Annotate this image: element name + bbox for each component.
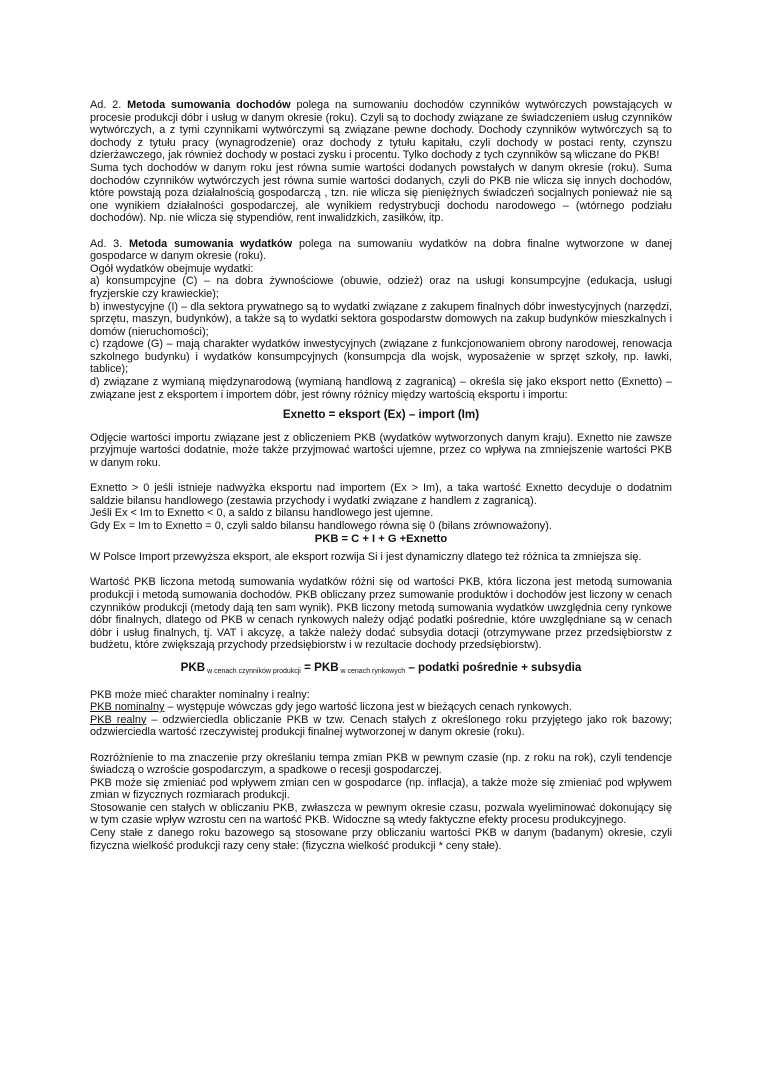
exnetto-line-3: Gdy Ex = Im to Exnetto = 0, czyli saldo bilansu handlowego równa się 0 (bilans zrównoważony). (90, 520, 552, 532)
final-paragraph-4: Ceny stałe z danego roku bazowego są stosowane przy obliczaniu wartości PKB w danym (badanym) okresie, czyli fizyczna wielkość produkcji razy ceny stałe: (fizyczna wielkość produkcji * ceny stałe). (90, 827, 672, 852)
final-paragraph-3: Stosowanie cen stałych w obliczaniu PKB, zwłaszcza w pewnym okresie czasu, pozwala wyeliminować dokonujący się w tym czasie wpływ wzrostu cen na wartość PKB. Widoczne są wtedy faktyczne efekty procesu produkcyjnego. (90, 801, 672, 827)
ad3-paragraph (90, 238, 672, 263)
ad2-prefix: Ad. 2. (90, 99, 128, 111)
exnetto-line-2: Jeśli Ex < Im to Exnetto < 0, a saldo z bilansu handlowego jest ujemne. (90, 507, 434, 520)
ad2-paragraph (90, 99, 672, 162)
import-paragraph: Odjęcie wartości importu związane jest z obliczeniem PKB (wydatków wytworzonych danym kraju). Exnetto nie zawsze przyjmuje wartości dodatnie, może także przyjmować wartości ujemne, przez co wpływa na zmniejszenie wartości PKB w danym roku. (90, 431, 672, 470)
ad2-text: polega na sumowaniu dochodów czynników wytwórczych powstających w procesie produkcji dóbr i usług w danym okresie (roku). Czyli są to dochody związane ze świadczeniem usług czynników wytwórczych, a z tymi czynnikami wytwórczymi są związane pewne dochody. Dochody czynników wytwórczych są to dochody z tytułu pracy (wynagrodzenie) oraz dochody z tytułu kapitału, czyli dochody w postaci renty, czynszu dzierżawczego, jak również dochody w postaci zysku i procentu. Tylko dochody z tych czynników są wliczane do PKB! (90, 99, 673, 162)
ad2-title: Metoda sumowania dochodów (127, 99, 291, 111)
ad3-paragraph-2: Ogół wydatków obejmuje wydatki: (90, 262, 254, 275)
formula-pkb: PKB = C + I + G +Exnetto (314, 532, 448, 545)
formula-exnetto: Exnetto = eksport (Ex) – import (Im) (282, 408, 480, 422)
nominal-text: – występuje wówczas gdy jego wartość liczona jest w bieżących cenach rynkowych. (164, 701, 572, 714)
formula-ceny (90, 662, 672, 679)
list-item-c: c) rządowe (G) – mają charakter wydatków inwestycyjnych (związane z funkcjonowaniem obrony narodowej, renowacja szkolnego budynku) i wydatków konsumpcyjnych (konsumpcja dla wojsk, wyposażenie w sprzęt szkoły, np. ławki, tablice); (90, 338, 672, 376)
list-item-b: b) inwestycyjne (I) – dla sektora prywatnego są to wydatki związane z zakupem finalnych dóbr inwestycyjnych (narzędzi, sprzętu, maszyn, budynków), a także są to wydatki sektora gospodarstw domowych na zakup budynków mieszkalnych i domów (nieruchomości); (90, 300, 672, 338)
real-text: – odzwierciedla obliczanie PKB w tzw. Cenach stałych z określonego roku przyjętego jako rok bazowy; odzwierciedla wartość rzeczywistej produkcji finalnej wytworzonej w danym okresie (roku). (90, 713, 672, 739)
ad2-paragraph-2: Suma tych dochodów w danym roku jest równa sumie wartości dodanych powstałych w danym okresie (roku). Suma dochodów czynników wytwórczych jest równa sumie wartości dodanych, czyli do PKB nie wlicza się innych dochodów, które powstają poza działalnością gospodarczą , tzn. nie wlicza się pieniężnych świadczeń socjalnych ponieważ nie są one wynikiem działalności gospodarczej, ale wynikiem redystrybucji dochodu narodowego – (wtórnego podziału dochodów). Np. nie wlicza się stypendiów, rent inwalidzkich, zasiłków, itp. (90, 161, 672, 225)
real-paragraph (90, 714, 672, 739)
formula-sub-2: w cenach rynkowych (338, 667, 406, 675)
document-page (90, 99, 672, 852)
nominal-term: PKB nominalny (90, 701, 165, 714)
list-item-d: d) związane z wymianą międzynarodową (wymianą handlową z zagranicą) – określa się jako eksport netto (Exnetto) – związane jest z eksportem i importem dóbr, jest równy różnicy między wartością eksportu i importu: (90, 376, 672, 401)
formula-pkb-1: PKB (180, 660, 206, 674)
ad3-prefix: Ad. 3. (90, 237, 130, 250)
nominal-paragraph (90, 701, 672, 714)
formula-rest: – podatki pośrednie + subsydia (405, 660, 582, 674)
final-paragraph-2: PKB może się zmieniać pod wpływem zmian cen w gospodarce (np. inflacja), a także może się zmieniać pod wpływem zmian w fizycznych rozmiarach produkcji. (90, 776, 672, 802)
exnetto-line-1: Exnetto > 0 jeśli istnieje nadwyżka eksportu nad importem (Ex > Im), a taka wartość Exnetto decyduje o dodatnim saldzie bilansu handlowego (zestawia przychody i wydatki związane z handlem z zagranicą). (90, 482, 672, 507)
real-term: PKB realny (90, 713, 147, 726)
wartosc-paragraph: Wartość PKB liczona metodą sumowania wydatków różni się od wartości PKB, która liczona jest metodą sumowania produkcji i metodą sumowania dochodów. PKB obliczany przez sumowanie produktów i dochodów jest liczony w cenach czynników produkcji (metody dają ten sam wynik). PKB liczony metodą sumowania wydatków uwzględnia ceny rynkowe dóbr finalnych, dlatego od PKB w cenach rynkowych należy odjąć podatki pośrednie, które uwzględniane są w cenach dóbr i usług finalnych, tj. VAT i akcyzę, a także należy dodać subsydia dotacji (otrzymywane przez przedsiębiorstw z budżetu, które zwiększają przychody przedsiębiorstw i w rezultacie dochody przedsiębiorstw). (90, 576, 672, 652)
final-paragraph-1: Rozróżnienie to ma znaczenie przy określaniu tempa zmian PKB w pewnym czasie (np. z roku na rok), czyli tendencje świadczą o wzroście gospodarczym, a spadkowe o recesji gospodarczej. (90, 751, 672, 777)
formula-sub-1: w cenach czynników produkcji (205, 667, 301, 675)
polska-paragraph: W Polsce Import przewyższa eksport, ale eksport rozwija Si i jest dynamiczny dlatego też różnica ta zmniejsza się. (90, 551, 642, 564)
ad3-text: polega na sumowaniu wydatków na dobra finalne wytworzone w danej gospodarce w danym okresie (roku). (90, 237, 672, 263)
list-item-a: a) konsumpcyjne (C) – na dobra żywnościowe (obuwie, odzież) oraz na usługi konsumpcyjne (edukacja, usługi fryzjerskie czy krawieckie); (90, 275, 672, 300)
formula-eq: = PKB (300, 660, 339, 674)
ad3-title: Metoda sumowania wydatków (129, 237, 293, 250)
nominal-intro: PKB może mieć charakter nominalny i realny: (90, 688, 310, 701)
